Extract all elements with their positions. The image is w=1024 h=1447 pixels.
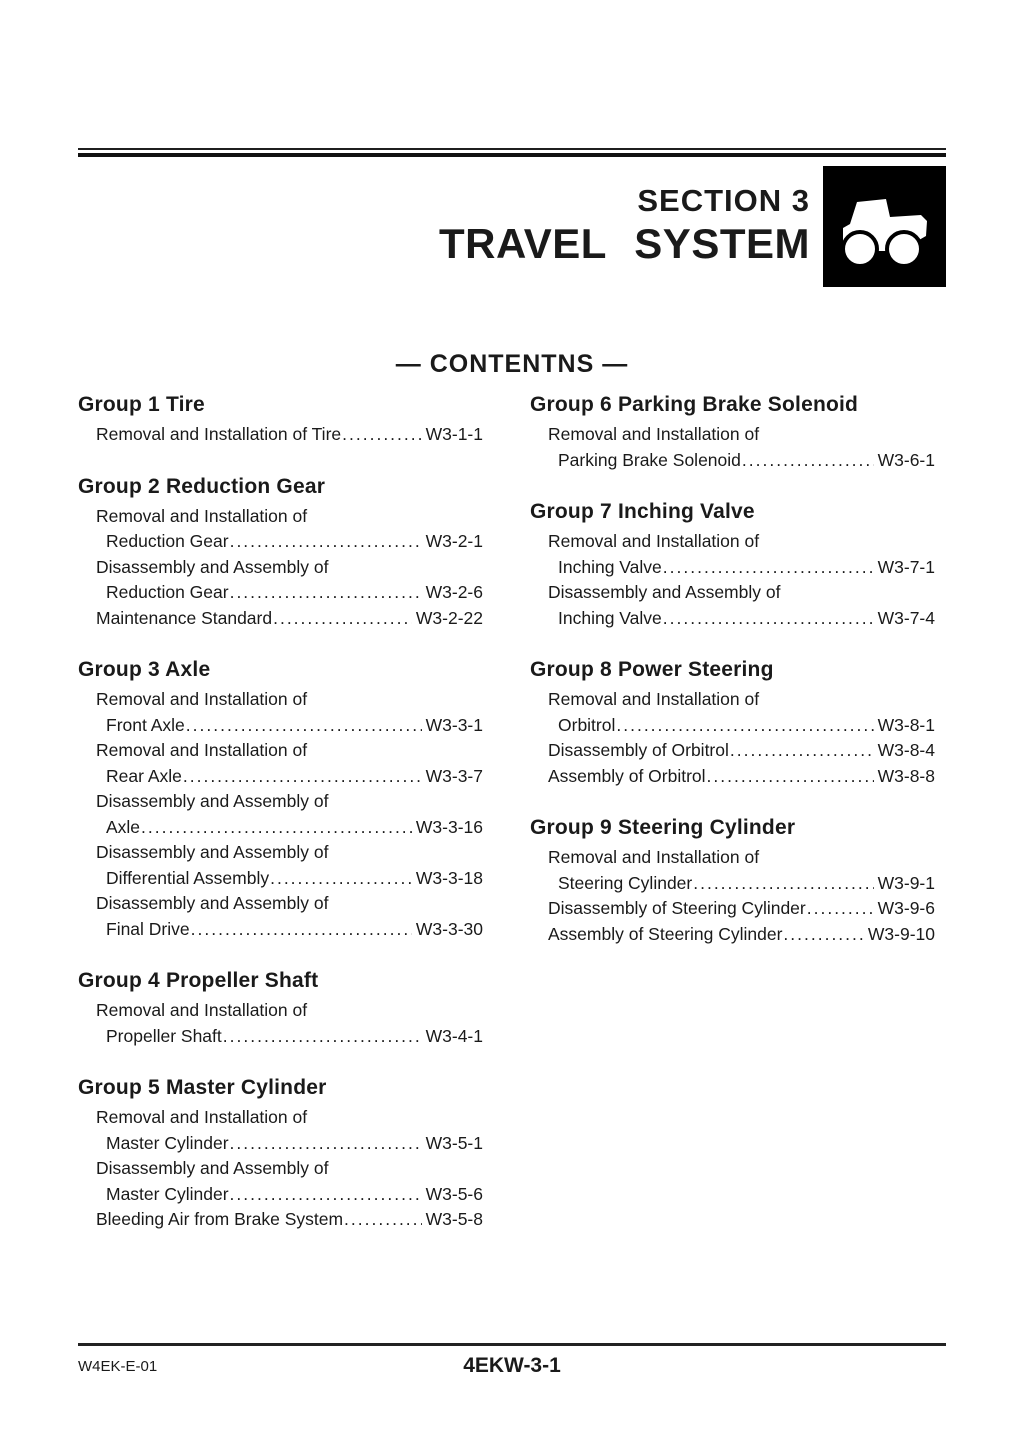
page-ref: W3-3-30 (415, 918, 483, 939)
toc-row (78, 998, 483, 1024)
entry-text: Assembly of Steering Cylinder (548, 923, 783, 944)
toc-row (78, 504, 483, 530)
page-ref: W3-5-1 (425, 1132, 483, 1153)
top-double-rule (78, 148, 946, 157)
toc-row (78, 738, 483, 764)
group-title: Group 8 Power Steering (530, 658, 774, 681)
dot-leader (191, 917, 412, 943)
page-ref: W3-2-1 (425, 531, 483, 551)
toc-row (530, 580, 935, 606)
dot-leader (270, 866, 412, 892)
entry-text: Parking Brake Solenoid (558, 449, 741, 470)
group-title: Group 4 Propeller Shaft (78, 969, 319, 992)
toc-row (78, 764, 483, 790)
entry-text: Propeller Shaft (106, 1025, 222, 1046)
toc-row (78, 529, 483, 555)
entry-text: Assembly of Orbitrol (548, 765, 706, 786)
toc-column-right (530, 392, 935, 1259)
toc-group (78, 474, 483, 632)
truck-icon (823, 166, 946, 287)
page-ref: W3-9-1 (877, 872, 935, 893)
dot-leader (183, 764, 422, 790)
page-ref: W3-3-18 (415, 867, 483, 888)
toc-row (530, 896, 935, 922)
toc-group (78, 392, 483, 448)
entry-text: Master Cylinder (106, 1132, 229, 1153)
toc-row (78, 580, 483, 606)
toc-row (530, 738, 935, 764)
contents-title: — CONTENTNS — (395, 350, 629, 378)
entry-text: Removal and Installation of Tire (96, 424, 342, 444)
toc-row (78, 1105, 483, 1131)
entry-text: Removal and Installation of (96, 505, 308, 526)
entry-text: Bleeding Air from Brake System (96, 1209, 344, 1229)
dot-leader (230, 1131, 422, 1157)
entry-text: Axle (106, 816, 141, 837)
page-ref: W3-8-8 (877, 765, 935, 786)
entry-text: Removal and Installation of (96, 689, 308, 709)
entry-text: Maintenance Standard (96, 607, 273, 628)
page-ref: W3-3-16 (415, 816, 483, 837)
entry-text: Reduction Gear (106, 531, 229, 551)
dot-leader (616, 713, 873, 739)
group-title: Group 7 Inching Valve (530, 500, 755, 523)
dot-leader (742, 448, 874, 474)
group-title: Group 5 Master Cylinder (78, 1076, 327, 1099)
entry-text: Removal and Installation of (96, 1000, 308, 1020)
toc-group (78, 968, 483, 1049)
toc-row (530, 448, 935, 474)
toc-row (530, 529, 935, 555)
toc-row (78, 1182, 483, 1208)
page-ref: W3-8-1 (877, 714, 935, 735)
toc-row (78, 917, 483, 943)
dot-leader (186, 713, 422, 739)
dot-leader (663, 606, 874, 632)
entry-text: Removal and Installation of (548, 424, 760, 444)
dot-leader (707, 764, 874, 790)
page-ref: W3-5-8 (425, 1209, 483, 1229)
entry-text: Disassembly and Assembly of (96, 791, 329, 811)
doc-code: W4EK-E-01 (78, 1358, 158, 1375)
page-ref: W3-6-1 (877, 449, 935, 470)
toc-row (78, 1024, 483, 1050)
dot-leader (230, 580, 422, 606)
toc-group (530, 392, 935, 473)
group-title: Group 9 Steering Cylinder (530, 816, 796, 839)
toc-row (530, 555, 935, 581)
entry-text: Removal and Installation of (96, 740, 308, 760)
group-title: Group 3 Axle (78, 658, 211, 681)
dot-leader (344, 1207, 422, 1233)
page-ref: W3-1-1 (425, 424, 483, 444)
toc-row (530, 606, 935, 632)
toc-group (78, 1075, 483, 1233)
toc-row (530, 845, 935, 871)
page-ref: W3-9-6 (877, 898, 935, 918)
page-ref: W3-5-6 (425, 1183, 483, 1204)
toc-row (530, 922, 935, 948)
toc-row (78, 1156, 483, 1182)
toc-row (530, 871, 935, 897)
toc-row (78, 713, 483, 739)
page-ref: W3-3-7 (425, 765, 483, 786)
entry-text: Disassembly and Assembly of (96, 893, 329, 913)
page-ref: W3-3-1 (425, 714, 483, 735)
entry-text: Disassembly and Assembly of (96, 842, 329, 862)
toc-row (78, 815, 483, 841)
page-number: 4EKW-3-1 (463, 1354, 561, 1377)
entry-text: Orbitrol (558, 714, 616, 735)
dot-leader (141, 815, 412, 841)
page-ref: W3-2-6 (425, 582, 483, 602)
toc-group (78, 657, 483, 942)
group-title: Group 1 Tire (78, 393, 205, 416)
entry-text: Steering Cylinder (558, 872, 693, 893)
dot-leader (663, 555, 874, 581)
entry-text: Disassembly of Steering Cylinder (548, 898, 806, 918)
entry-text: Reduction Gear (106, 582, 229, 602)
dot-leader (783, 922, 863, 948)
toc-row (78, 422, 483, 448)
page-ref: W3-7-1 (877, 556, 935, 577)
entry-text: Differential Assembly (106, 867, 270, 888)
entry-text: Disassembly and Assembly of (96, 1158, 329, 1178)
entry-text: Disassembly and Assembly of (96, 556, 329, 577)
group-title: Group 2 Reduction Gear (78, 474, 326, 498)
entry-text: Master Cylinder (106, 1183, 229, 1204)
dot-leader (807, 896, 874, 922)
entry-text: Disassembly of Orbitrol (548, 740, 729, 760)
toc-row (78, 555, 483, 581)
toc-row (530, 713, 935, 739)
page-ref: W3-4-1 (425, 1025, 483, 1046)
toc-row (78, 606, 483, 632)
entry-text: Removal and Installation of (548, 847, 760, 867)
toc-row (530, 764, 935, 790)
entry-text: Inching Valve (558, 556, 662, 577)
toc-group (530, 499, 935, 631)
page-ref: W3-9-10 (867, 923, 935, 944)
toc-row (530, 422, 935, 448)
toc-row (78, 789, 483, 815)
toc-row (530, 687, 935, 713)
page-ref: W3-7-4 (877, 607, 935, 628)
section-title: TRAVEL SYSTEM (439, 220, 810, 268)
toc-group (530, 815, 935, 947)
toc-row (78, 866, 483, 892)
toc-columns (78, 392, 935, 1259)
dot-leader (273, 606, 412, 632)
entry-text: Removal and Installation of (96, 1107, 308, 1127)
toc-row (78, 1131, 483, 1157)
toc-row (78, 891, 483, 917)
dot-leader (693, 871, 873, 897)
dot-leader (230, 529, 422, 555)
toc-row (78, 1207, 483, 1233)
entry-text: Removal and Installation of (548, 531, 760, 551)
toc-row (78, 840, 483, 866)
section-icon-box (823, 166, 946, 287)
page-ref: W3-8-4 (877, 740, 935, 760)
toc-column-left (78, 392, 483, 1259)
entry-text: Final Drive (106, 918, 190, 939)
dot-leader (730, 738, 874, 764)
entry-text: Disassembly and Assembly of (548, 582, 781, 602)
entry-text: Rear Axle (106, 765, 182, 786)
entry-text: Removal and Installation of (548, 689, 760, 709)
dot-leader (342, 422, 421, 448)
section-label: SECTION 3 (637, 183, 810, 218)
toc-row (78, 687, 483, 713)
toc-group (530, 657, 935, 789)
dot-leader (223, 1024, 422, 1050)
entry-text: Inching Valve (558, 607, 662, 628)
group-title: Group 6 Parking Brake Solenoid (530, 393, 859, 416)
page-ref: W3-2-22 (415, 607, 483, 628)
dot-leader (230, 1182, 422, 1208)
section-header (439, 184, 810, 267)
entry-text: Front Axle (106, 714, 185, 735)
footer-rule (78, 1343, 946, 1346)
